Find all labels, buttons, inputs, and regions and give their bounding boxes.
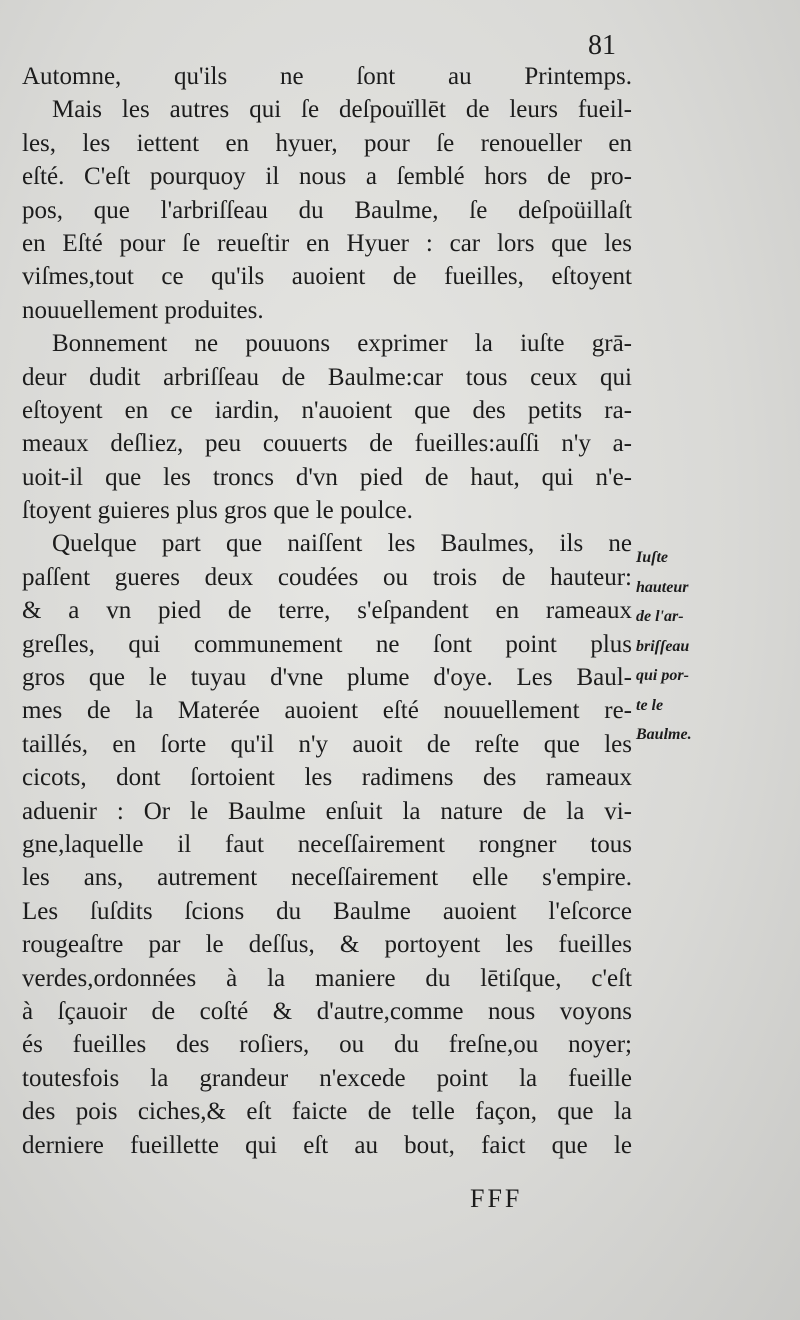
text-line: eſtoyent en ce iardin, n'auoient que des petits ra- [22,396,632,424]
text-line: paſſent gueres deux coudées ou trois de hauteur: [22,563,632,591]
text-line: gne,laquelle il faut neceſſairement rongner tous [22,830,632,858]
text-line: Automne, qu'ils ne ſont au Printemps. [22,63,632,90]
text-line: des pois ciches,& eſt faicte de telle façon, que la [22,1098,632,1126]
margin-note-line: te le [636,696,664,714]
text-line: nouuellement produites. [22,296,264,324]
margin-note-line: Iuſte [636,549,668,566]
text-line: ſtoyent guieres plus gros que le poulce. [22,497,413,525]
text-line: les, les iettent en hyuer, pour ſe renoueller en [22,129,632,157]
text-line: les ans, autrement neceſſairement elle s'empire. [22,864,632,892]
text-line: gros que le tuyau d'vne plume d'oye. Les Baul- [22,664,632,692]
margin-note-line: de l'ar- [636,608,684,625]
body-text [22,60,632,1162]
text-line: verdes,ordonnées à la maniere du lētiſque, c'eſt [22,964,632,992]
text-line: Bonnement ne pouuons exprimer la iuſte grā- [52,330,632,358]
margin-note [636,543,726,750]
text-line: pos, que l'arbriſſeau du Baulme, ſe deſpoüillaſt [22,196,632,224]
text-line: rougeaſtre par le deſſus, & portoyent les fueilles [22,931,632,959]
signature-mark: FFF [470,1184,523,1213]
page-number: 81 [588,30,616,61]
text-line: Mais les autres qui ſe deſpouïllēt de leurs fueil- [52,96,632,124]
text-line: meaux deſliez, peu couuerts de fueilles:auſſi n'y a- [22,430,632,458]
text-line: eſté. C'eſt pourquoy il nous a ſemblé hors de pro- [22,163,632,191]
text-line: taillés, en ſorte qu'il n'y auoit de reſte que les [22,730,632,758]
text-line: és fueilles des roſiers, ou du freſne,ou noyer; [22,1031,632,1059]
text-line: derniere fueillette qui eſt au bout, faict que le [22,1131,632,1159]
text-line: Quelque part que naiſſent les Baulmes, ils ne [52,530,632,558]
text-line: & a vn pied de terre, s'eſpandent en rameaux [22,597,632,625]
text-line: deur dudit arbriſſeau de Baulme:car tous ceux qui [22,363,632,391]
margin-note-line: hauteur [636,578,689,596]
text-line: greſles, qui communement ne ſont point plus [22,630,632,658]
text-line: Les ſuſdits ſcions du Baulme auoient l'eſcorce [22,897,632,925]
margin-note-line: qui por- [636,667,689,684]
text-line: uoit-il que les troncs d'vn pied de haut, qui n'e- [22,463,632,491]
text-line: toutesfois la grandeur n'excede point la fueille [22,1064,632,1092]
text-line: en Eſté pour ſe reueſtir en Hyuer : car lors que les [22,229,632,257]
text-line: viſmes,tout ce qu'ils auoient de fueilles, eſtoyent [22,263,632,291]
margin-note-line: briſſeau [636,637,690,655]
text-line: aduenir : Or le Baulme enſuit la nature de la vi- [22,797,632,825]
margin-note-line: Baulme. [636,726,692,743]
text-line: mes de la Materée auoient eſté nouuellement re- [22,697,632,725]
text-line: cicots, dont ſortoient les radimens des rameaux [22,764,632,792]
text-line: à ſçauoir de coſté & d'autre,comme nous voyons [22,997,632,1025]
